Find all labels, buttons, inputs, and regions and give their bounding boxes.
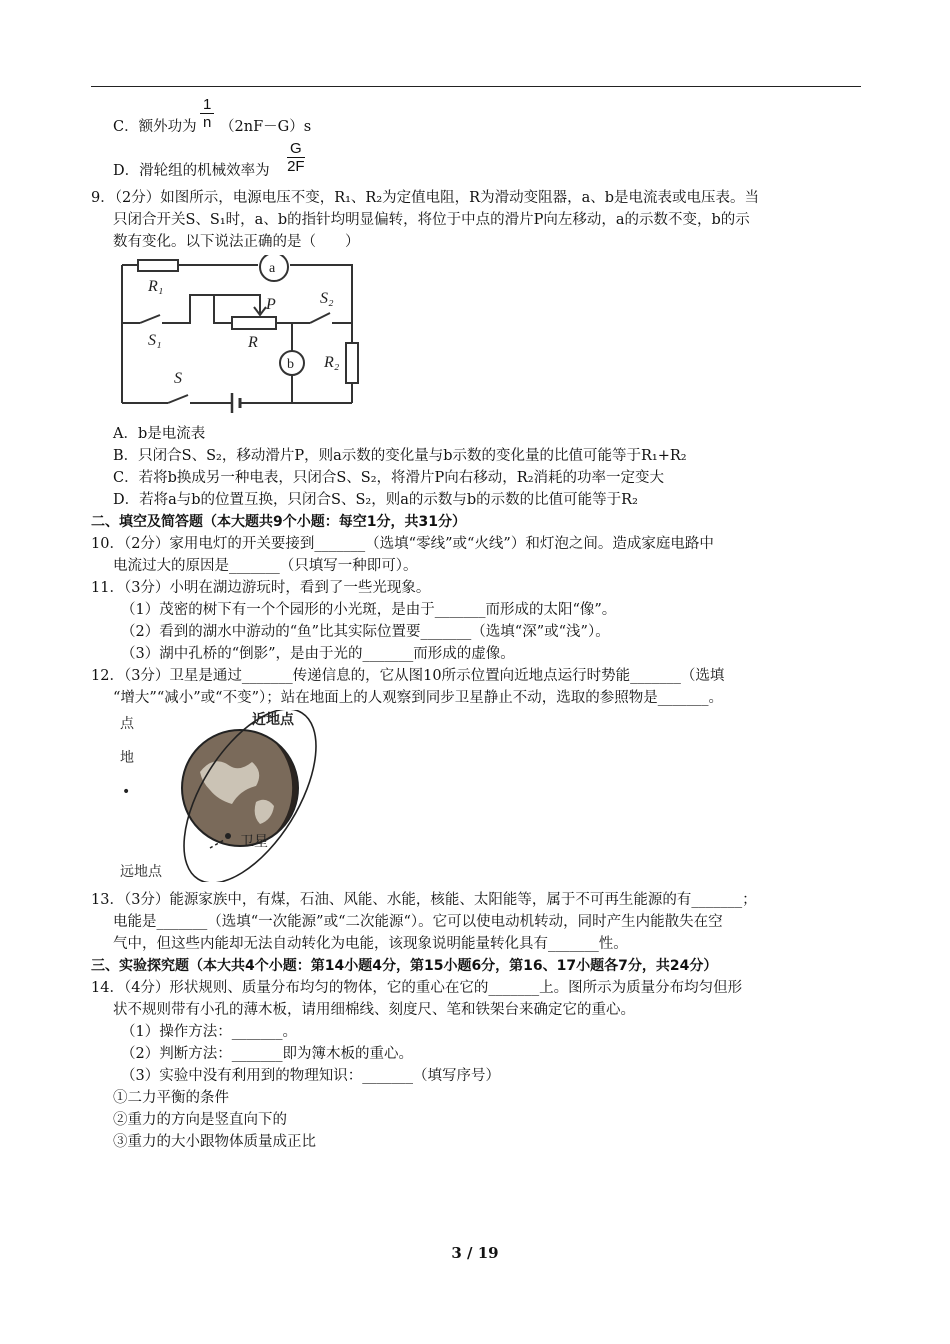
q10-line-1: 10．（2分）家用电灯的开关要接到_______（选填“零线”或“火线”）和灯泡之间。造成家庭电路中 <box>91 536 714 552</box>
q8-c-numerator: 1 <box>200 96 214 114</box>
q14-part-1: （1）操作方法：_______。 <box>121 1024 297 1040</box>
q9-stem-line-3: 数有变化。以下说法正确的是（ ） <box>113 234 360 250</box>
q12-line-2: “增大”“减小”或“不变”）；站在地面上的人观察到同步卫星静止不动，选取的参照物是_______。 <box>113 690 723 706</box>
q11-part-2: （2）看到的湖水中游动的“鱼”比其实际位置要_______（选填“深”或“浅”）。 <box>121 624 610 640</box>
label-p: P <box>266 296 276 313</box>
q9-stem-line-1: 9．（2分）如图所示，电源电压不变，R₁、R₂为定值电阻，R为滑动变阻器，a、b是电流表或电压表。当 <box>91 190 760 206</box>
q14-line-1: 14．（4分）形状规则、质量分布均匀的物体，它的重心在它的_______上。图所示为质量分布均匀但形 <box>91 980 743 996</box>
q8-d-numerator: G <box>287 140 305 158</box>
q13-line-3: 气中，但这些内能却无法自动转化为电能，该现象说明能量转化具有_______性。 <box>113 936 628 952</box>
q9-stem-line-2: 只闭合开关S、S₁时，a、b的指针均明显偏转，将位于中点的滑片P向左移动，a的示数不变，b的示 <box>113 212 750 228</box>
q8-option-c-suffix: （2nF－G）s <box>220 119 312 135</box>
q11-part-3: （3）湖中孔桥的“倒影”，是由于光的_______而形成的虚像。 <box>121 646 515 662</box>
label-perigee-top: 近地点 <box>252 712 294 728</box>
label-s1: S₁ <box>148 332 162 349</box>
q11-part-1: （1）茂密的树下有一个个园形的小光斑，是由于_______而形成的太阳“像”。 <box>121 602 617 618</box>
header-rule <box>91 86 861 87</box>
q14-option-2: ②重力的方向是竖直向下的 <box>113 1112 287 1128</box>
q8-option-c-prefix: C．额外功为 <box>113 119 197 135</box>
q11-stem: 11．（3分）小明在湖边游玩时，看到了一些光现象。 <box>91 580 431 596</box>
q14-line-2: 状不规则带有小孔的薄木板，请用细棉线、刻度尺、笔和铁架台来确定它的重心。 <box>113 1002 635 1018</box>
section-3-heading: 三、实验探究题（本大共4个小题：第14小题4分，第15小题6分，第16、17小题各7分，共24分） <box>91 958 718 974</box>
q13-line-1: 13．（3分）能源家族中，有煤，石油、风能、水能，核能、太阳能等，属于不可再生能源的有_______； <box>91 892 757 908</box>
q8-d-denominator: 2F <box>287 158 305 175</box>
label-left-1: 点 <box>120 716 134 732</box>
q12-line-1: 12．（3分）卫星是通过_______传递信息的，它从图10所示位置向近地点运行时势能_______（选填 <box>91 668 725 684</box>
q8-option-d: D．滑轮组的机械效率为 <box>113 163 270 179</box>
q13-line-2: 电能是_______（选填“一次能源”或“二次能源“）。它可以使电动机转动，同时产生内能散失在空 <box>113 914 723 930</box>
q14-option-1: ①二力平衡的条件 <box>113 1090 229 1106</box>
label-r1: R₁ <box>148 278 164 295</box>
q9-option-d: D．若将a与b的位置互换，只闭合S、S₂，则a的示数与b的示数的比值可能等于R₂ <box>113 492 638 508</box>
label-b: b <box>287 357 294 372</box>
label-a: a <box>269 261 276 276</box>
q8-d-fraction <box>287 140 305 175</box>
label-left-3: • <box>122 784 131 800</box>
satellite-dot <box>225 833 231 839</box>
label-s: S <box>174 370 182 387</box>
q9-option-a: A．b是电流表 <box>113 426 206 442</box>
label-left-2: 地 <box>120 750 134 766</box>
q9-option-b: B．只闭合S、S₂，移动滑片P，则a示数的变化量与b示数的变化量的比值可能等于R₁+R₂ <box>113 448 687 464</box>
q8-c-denominator: n <box>203 114 212 131</box>
label-s2: S₂ <box>320 290 334 307</box>
q14-part-3: （3）实验中没有利用到的物理知识：_______（填写序号） <box>121 1068 500 1084</box>
q14-part-2: （2）判断方法：_______即为簿木板的重心。 <box>121 1046 413 1062</box>
circuit-diagram <box>110 255 370 415</box>
label-apogee: 远地点 <box>120 864 162 880</box>
q14-option-3: ③重力的大小跟物体质量成正比 <box>113 1134 316 1150</box>
q10-line-2: 电流过大的原因是_______（只填写一种即可）。 <box>113 558 418 574</box>
section-2-heading: 二、填空及简答题（本大题共9个小题：每空1分，共31分） <box>91 514 466 530</box>
q9-option-c: C．若将b换成另一种电表，只闭合S、S₂，将滑片P向右移动，R₂消耗的功率一定变大 <box>113 470 665 486</box>
satellite-orbit-figure <box>110 710 370 882</box>
label-satellite: 卫星 <box>240 834 268 850</box>
page-number: 3 / 19 <box>451 1244 499 1262</box>
label-r2: R₂ <box>324 354 340 371</box>
q8-c-fraction <box>200 96 214 131</box>
label-r: R <box>248 334 258 351</box>
